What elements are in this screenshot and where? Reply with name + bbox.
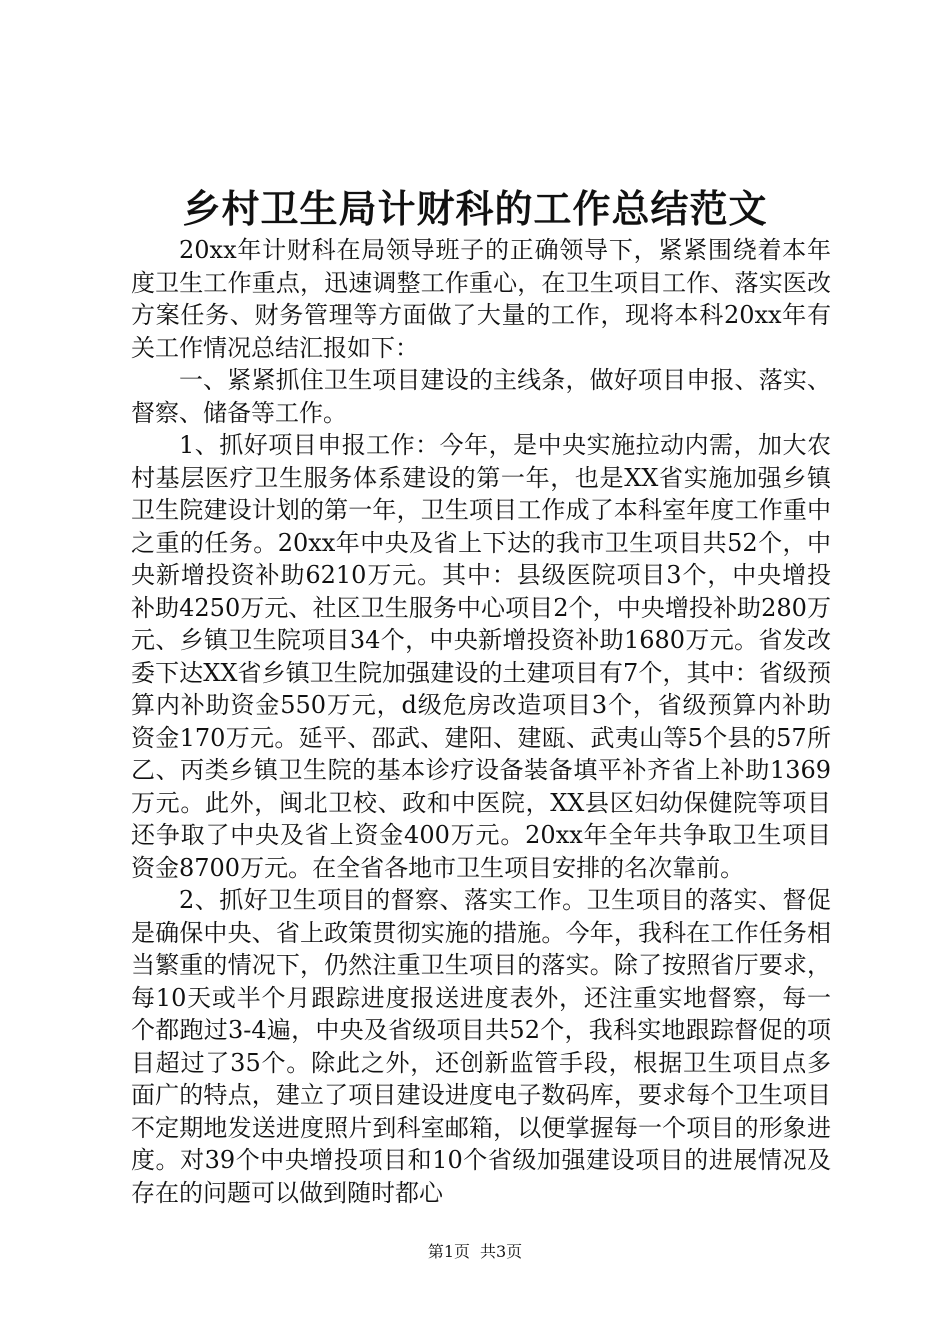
page-footer bbox=[0, 1240, 950, 1264]
paragraph-intro: 20xx年计财科在局领导班子的正确领导下，紧紧围绕着本年度卫生工作重点，迅速调整工作重心，在卫生项目工作、落实医改方案任务、财务管理等方面做了大量的工作，现将本科20xx年有关工作情况总结汇报如下： bbox=[131, 236, 831, 362]
paragraph-section-1-heading: 一、紧紧抓住卫生项目建设的主线条，做好项目申报、落实、督察、储备等工作。 bbox=[131, 366, 831, 427]
paragraph-project-application: 1、抓好项目申报工作：今年，是中央实施拉动内需，加大农村基层医疗卫生服务体系建设的第一年，也是XX省实施加强乡镇卫生院建设计划的第一年，卫生项目工作成了本科室年度工作重中之重的任务。20xx年中央及省上下达的我市卫生项目共52个，中央新增投资补助6210万元。其中：县级医院项目3个，中央增投补助4250万元、社区卫生服务中心项目2个，中央增投补助280万元、乡镇卫生院项目34个，中央新增投资补助1680万元。省发改委下达XX省乡镇卫生院加强建设的土建项目有7个，其中：省级预算内补助资金550万元，d级危房改造项目3个，省级预算内补助资金170万元。延平、邵武、建阳、建瓯、武夷山等5个县的57所乙、丙类乡镇卫生院的基本诊疗设备装备填平补齐省上补助1369万元。此外，闽北卫校、政和中医院，XX县区妇幼保健院等项目还争取了中央及省上资金400万元。20xx年全年共争取卫生项目资金8700万元。在全省各地市卫生项目安排的名次靠前。 bbox=[131, 431, 831, 882]
page-number: 第1页 bbox=[427, 1242, 470, 1261]
page-total: 共3页 bbox=[480, 1242, 523, 1261]
paragraph-project-supervision: 2、抓好卫生项目的督察、落实工作。卫生项目的落实、督促是确保中央、省上政策贯彻实施的措施。今年，我科在工作任务相当繁重的情况下，仍然注重卫生项目的落实。除了按照省厅要求，每10天或半个月跟踪进度报送进度表外，还注重实地督察，每一个都跑过3-4遍，中央及省级项目共52个，我科实地跟踪督促的项目超过了35个。除此之外，还创新监管手段，根据卫生项目点多面广的特点，建立了项目建设进度电子数码库，要求每个卫生项目不定期地发送进度照片到科室邮箱，以便掌握每一个项目的形象进度。对39个中央增投项目和10个省级加强建设项目的进展情况及存在的问题可以做到随时都心 bbox=[131, 886, 831, 1207]
document-body bbox=[131, 234, 831, 1209]
document-title: 乡村卫生局计财科的工作总结范文 bbox=[182, 186, 768, 231]
